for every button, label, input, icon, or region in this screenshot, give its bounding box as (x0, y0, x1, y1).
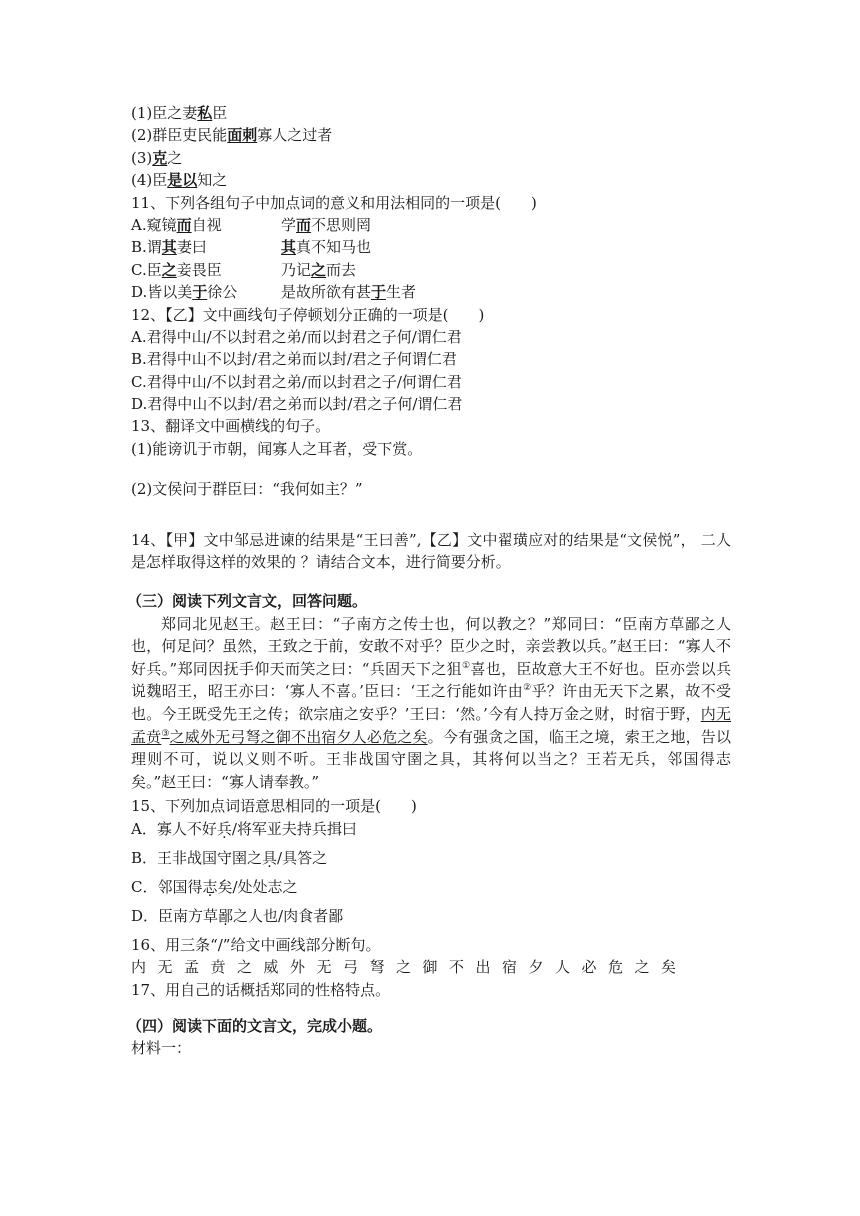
footnote-3: ③ (161, 728, 170, 739)
key-word: 面刺 (227, 126, 258, 145)
q15-option-b: B．王非战国守圉之具/具答之 (131, 848, 328, 867)
q16-text: 内无孟贲之威外无弓弩之御不出宿夕人必危之矣 (131, 958, 688, 977)
section-3-passage: 郑同北见赵王。赵王曰：“子南方之传士也，何以教之？”郑同曰：“臣南方草鄙之人也，何足问？虽然，王致之于前，安敢不对乎？臣少之时，亲尝教以兵。”赵王曰：“寡人不好兵。”郑同因抚手仰天而笑之曰：“兵固天下之狙①喜也，臣故意大王不好也。臣亦尝以兵说魏昭王，昭王亦曰：‘寡人不喜。’臣曰：‘王之行能如许由②乎？许由无天下之累，故不受也。今王既受先王之传；欲宗庙之安乎？’王曰：‘然。’今有人持万金之财，时宿于野，内无孟贲③之威外无弓弩之御不出宿夕人必危之矣。今有强贪之国，临王之境，索王之地，告以理则不可，说以义则不听。王非战国守圉之具，其将何以当之？王若无兵，邻国得志矣。”赵王曰：“寡人请奉教。” (131, 614, 731, 791)
q11-option-a: A.窥镜而自视 学而不思则罔 (131, 215, 372, 234)
q12-stem: 12、【乙】文中画线句子停顿划分正确的一项是( ) (131, 305, 485, 324)
q13-stem: 13、翻译文中画横线的句子。 (131, 417, 331, 436)
q10-item-1: (1)臣之妻私臣 (131, 104, 228, 122)
q11-option-c: C.臣之妾畏臣 乃记之而去 (131, 260, 357, 279)
q11-option-d: D.皆以美于徐公 是故所欲有甚于生者 (131, 283, 417, 302)
document-page (127, 102, 731, 1060)
q10-item-4: (4)臣是以知之 (131, 171, 228, 190)
key-word: 克 (152, 148, 168, 167)
q11-option-b: B.谓其妻曰 其真不知马也 (131, 238, 372, 257)
underlined-sentence: 内无孟贲 (131, 705, 731, 746)
q15-stem: 15、下列加点词语意思相同的一项是( ) (131, 797, 417, 816)
q12-option-d: D.君得中山不以封/君之弟而以封/君之子何/谓仁君 (131, 395, 463, 414)
q11-stem: 11、下列各组句子中加点词的意义和用法相同的一项是( ) (131, 193, 537, 212)
key-word: 私 (197, 104, 213, 122)
q17-text: 17、用自己的话概括郑同的性格特点。 (131, 980, 391, 999)
q14-text: 14、【甲】文中邹忌进谏的结果是“王曰善”,【乙】文中翟璜应对的结果是“文侯悦”， 二人是怎样取得这样的效果的 ？请结合文本，进行简要分析。 (131, 530, 731, 572)
q16-stem: 16、用三条“/”给文中画线部分断句。 (131, 935, 381, 954)
section-3-heading: （三）阅读下列文言文，回答问题。 (127, 592, 368, 611)
q13-sentence-2: (2)文侯问于群臣曰：“我何如主？” (131, 480, 363, 499)
footnote-2: ② (523, 683, 532, 694)
q10-item-2: (2)群臣吏民能面刺寡人之过者 (131, 126, 333, 145)
q15-option-a: A．寡人不好兵/将军亚夫持兵揖曰 (131, 819, 357, 838)
underlined-sentence-cont: 之威外无弓弩之御不出宿夕人必危之矣 (169, 727, 428, 746)
q12-option-b: B.君得中山不以封/君之弟而以封/君之子何谓仁君 (131, 350, 457, 369)
key-word: 是以 (167, 171, 198, 190)
q15-option-d: D．臣南方草鄙之人也/肉食者鄙 (131, 906, 344, 925)
q13-sentence-1: (1)能谤讥于市朝，闻寡人之耳者，受下赏。 (131, 439, 423, 458)
q10-item-3: (3)克之 (131, 148, 183, 167)
section-4-heading: （四）阅读下面的文言文，完成小题。 (127, 1016, 383, 1035)
material-1-label: 材料一： (131, 1039, 192, 1058)
q12-option-c: C.君得中山/不以封君之弟/而以封君之子/何谓仁君 (131, 372, 462, 391)
q12-option-a: A.君得中山/不以封君之弟/而以封君之子何/谓仁君 (131, 327, 462, 346)
q15-option-c: C．邻国得志矣/处处志之 (131, 877, 298, 896)
footnote-1: ① (461, 660, 471, 671)
